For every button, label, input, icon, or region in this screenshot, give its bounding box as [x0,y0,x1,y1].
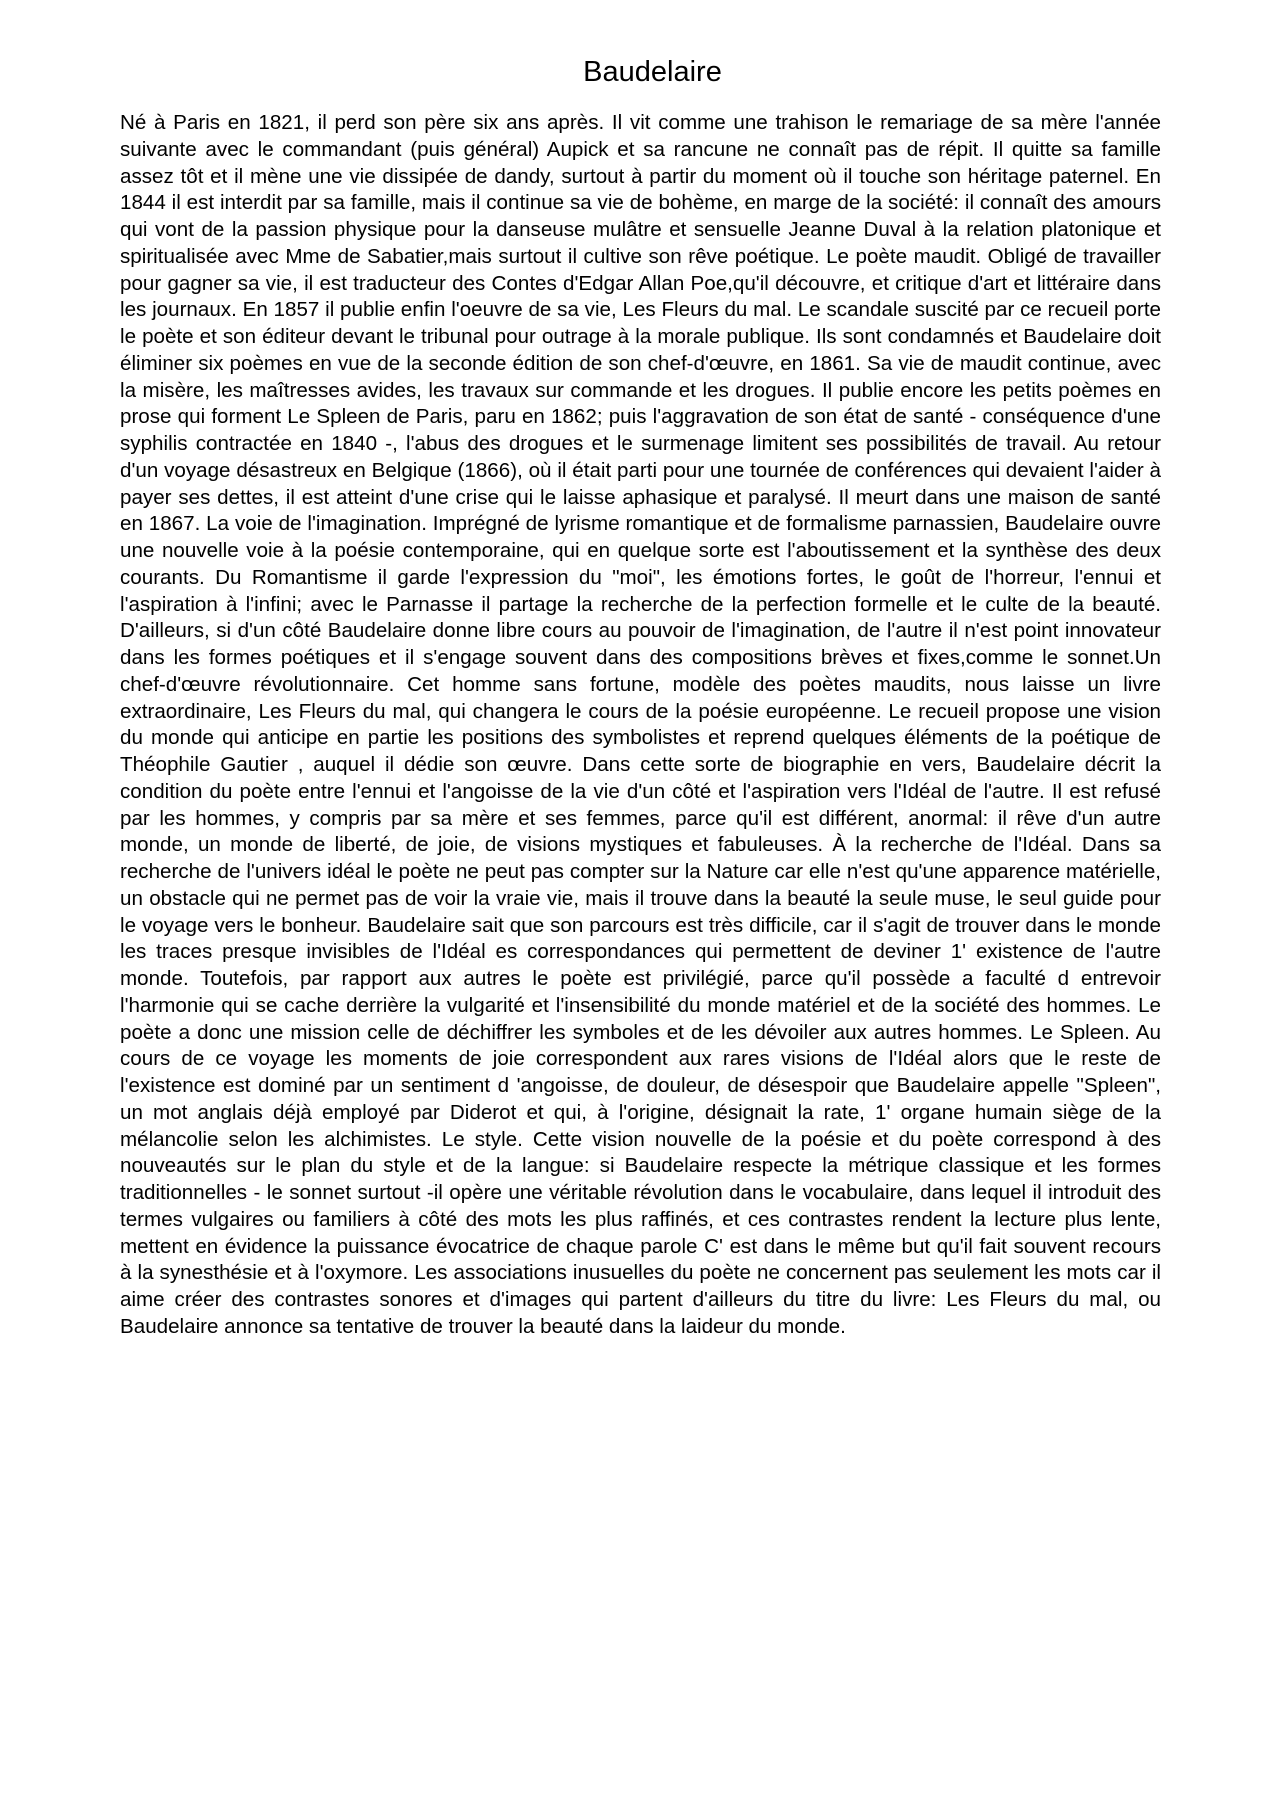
document-body-paragraph: Né à Paris en 1821, il perd son père six ans après. Il vit comme une trahison le remariage de sa mère l'année suivante avec le commandant (puis général) Aupick et sa rancune ne connaît pas de répit. Il quitte sa famille assez tôt et il mène une vie dissipée de dandy, surtout à partir du moment où il touche son héritage paternel. En 1844 il est interdit par sa famille, mais il continue sa vie de bohème, en marge de la société: il connaît des amours qui vont de la passion physique pour la danseuse mulâtre et sensuelle Jeanne Duval à la relation platonique et spiritualisée avec Mme de Sabatier,mais surtout il cultive son rêve poétique. Le poète maudit. Obligé de travailler pour gagner sa vie, il est traducteur des Contes d'Edgar Allan Poe,qu'il découvre, et critique d'art et littéraire dans les journaux. En 1857 il publie enfin l'oeuvre de sa vie, Les Fleurs du mal. Le scandale suscité par ce recueil porte le poète et son éditeur devant le tribunal pour outrage à la morale publique. Ils sont condamnés et Baudelaire doit éliminer six poèmes en vue de la seconde édition de son chef-d'œuvre, en 1861. Sa vie de maudit continue, avec la misère, les maîtresses avides, les travaux sur commande et les drogues. Il publie encore les petits poèmes en prose qui forment Le Spleen de Paris, paru en 1862; puis l'aggravation de son état de santé - conséquence d'une syphilis contractée en 1840 -, l'abus des drogues et le surmenage limitent ses possibilités de travail. Au retour d'un voyage désastreux en Belgique (1866), où il était parti pour une tournée de conférences qui devaient l'aider à payer ses dettes, il est atteint d'une crise qui le laisse aphasique et paralysé. Il meurt dans une maison de santé en 1867. La voie de l'imagination. Imprégné de lyrisme romantique et de formalisme parnassien, Baudelaire ouvre une nouvelle voie à la poésie contemporaine, qui en quelque sorte est l'aboutissement et la synthèse des deux courants. Du Romantisme il garde l'expression du "moi", les émotions fortes, le goût de l'horreur, l'ennui et l'aspiration à l'infini; avec le Parnasse il partage la recherche de la perfection formelle et le culte de la beauté. D'ailleurs, si d'un côté Baudelaire donne libre cours au pouvoir de l'imagination, de l'autre il n'est point innovateur dans les formes poétiques et il s'engage souvent dans des compositions brèves et fixes,comme le sonnet.Un chef-d'œuvre révolutionnaire. Cet homme sans fortune, modèle des poètes maudits, nous laisse un livre extraordinaire, Les Fleurs du mal, qui changera le cours de la poésie européenne. Le recueil propose une vision du monde qui anticipe en partie les positions des symbolistes et reprend quelques éléments de la poétique de Théophile Gautier , auquel il dédie son œuvre. Dans cette sorte de biographie en vers, Baudelaire décrit la condition du poète entre l'ennui et l'angoisse de la vie d'un côté et l'aspiration vers l'Idéal de l'autre. Il est refusé par les hommes, y compris par sa mère et ses femmes, parce qu'il est différent, anormal: il rêve d'un autre monde, un monde de liberté, de joie, de visions mystiques et fabuleuses. À la recherche de l'Idéal. Dans sa recherche de l'univers idéal le poète ne peut pas compter sur la Nature car elle n'est qu'une apparence matérielle, un obstacle qui ne permet pas de voir la vraie vie, mais il trouve dans la beauté la seule muse, le seul guide pour le voyage vers le bonheur. Baudelaire sait que son parcours est très difficile, car il s'agit de trouver dans le monde les traces presque invisibles de l'Idéal es correspondances qui permettent de deviner 1' existence de l'autre monde. Toutefois, par rapport aux autres le poète est privilégié, parce qu'il possède a faculté d entrevoir l'harmonie qui se cache derrière la vulgarité et l'insensibilité du monde matériel et de la société des hommes. Le poète a donc une mission celle de déchiffrer les symboles et de les dévoiler aux autres hommes. Le Spleen. Au cours de ce voyage les moments de joie correspondent aux rares visions de l'Idéal alors que le reste de l'existence est dominé par un sentiment d 'angoisse, de douleur, de désespoir que Baudelaire appelle "Spleen", un mot anglais déjà employé par Diderot et qui, à l'origine, désignait la rate, 1' organe humain siège de la mélancolie selon les alchimistes. Le style. Cette vision nouvelle de la poésie et du poète correspond à des nouveautés sur le plan du style et de la langue: si Baudelaire respecte la métrique classique et les formes traditionnelles - le sonnet surtout -il opère une véritable révolution dans le vocabulaire, dans lequel il introduit des termes vulgaires ou familiers à côté des mots les plus raffinés, et ces contrastes rendent la lecture plus lente, mettent en évidence la puissance évocatrice de chaque parole C' est dans le même but qu'il fait souvent recours à la synesthésie et à l'oxymore. Les associations inusuelles du poète ne concernent pas seulement les mots car il aime créer des contrastes sonores et d'images qui partent d'ailleurs du titre du livre: Les Fleurs du mal, ou Baudelaire annonce sa tentative de trouver la beauté dans la laideur du monde. [120,111,1161,1338]
document-title: Baudelaire [583,56,722,88]
